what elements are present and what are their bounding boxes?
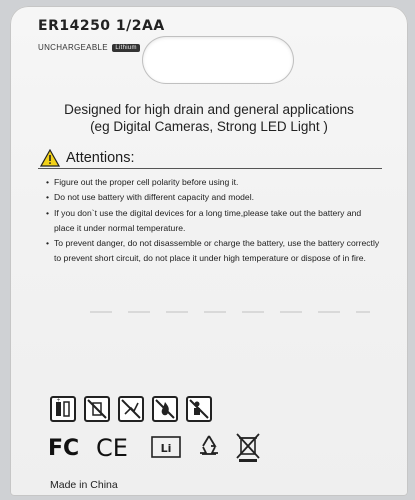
list-item: • Do not use battery with different capacity and model. [46, 190, 382, 205]
model-number: ER14250 1/2AA [38, 18, 165, 34]
divider [38, 168, 382, 169]
no-charge-icon [84, 396, 110, 422]
polarity-icon [50, 396, 76, 422]
packaging-card [10, 6, 408, 496]
keep-from-children-icon [186, 396, 212, 422]
list-item: • Figure out the proper cell polarity before using it. [46, 175, 382, 190]
chemistry-badge: Lithium [112, 44, 139, 52]
headline-line-1: Designed for high drain and general applications [64, 102, 354, 117]
decorative-dashes [90, 311, 370, 313]
warning-triangle-icon [40, 149, 60, 167]
certification-row [48, 431, 262, 463]
ce-mark: CE [96, 434, 128, 460]
warning-icons-row [50, 396, 212, 422]
attentions-header [40, 149, 135, 167]
battery-chemistry-icon [150, 434, 184, 460]
unchargeable-text: UNCHARGEABLE [38, 43, 108, 52]
weee-bin-icon [234, 431, 262, 463]
ce-mark-icon [96, 434, 140, 460]
attentions-list [46, 175, 382, 267]
svg-text:+: + [56, 398, 61, 404]
fc-mark-icon [48, 434, 86, 460]
no-fire-icon [152, 396, 178, 422]
headline [10, 101, 408, 135]
headline-line-2: (eg Digital Cameras, Strong LED Light ) [90, 119, 328, 134]
list-item: • To prevent danger, do not disassemble or charge the battery, use the battery correctly to prevent short circuit, do not place it under high temperature or dispose of in fire. [46, 236, 382, 267]
chem-mark: Li [160, 442, 172, 455]
fc-mark: FC [48, 436, 80, 460]
recycle-icon [194, 433, 224, 461]
unchargeable-label [38, 43, 140, 52]
no-disassemble-icon [118, 396, 144, 422]
list-item: • If you don`t use the digital devices for a long time,please take out the battery and place it under normal temperature. [46, 206, 382, 237]
attentions-title: Attentions: [66, 150, 135, 166]
hang-hole [142, 36, 294, 84]
origin-label: Made in China [50, 479, 118, 491]
